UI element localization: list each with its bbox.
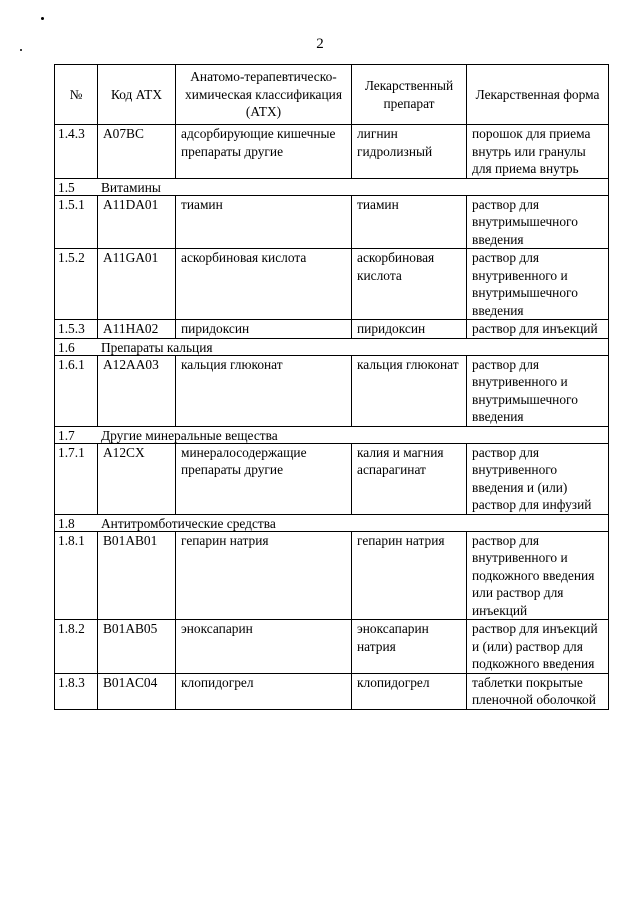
header-form: Лекарственная форма (467, 65, 609, 125)
cell-atx: аскорбиновая кислота (176, 249, 352, 320)
section-num: 1.7 (58, 427, 75, 443)
table-row (55, 531, 609, 620)
cell-atx: гепарин натрия (176, 531, 352, 620)
section-cell (55, 426, 609, 443)
cell-form: раствор для внутривенного и внутримышечного введения (467, 355, 609, 426)
cell-code: B01AB01 (98, 531, 176, 620)
scan-speck (41, 17, 44, 20)
section-cell (55, 514, 609, 531)
cell-drug: гепарин натрия (352, 531, 467, 620)
cell-atx: кальция глюконат (176, 355, 352, 426)
cell-atx: адсорбирующие кишечные препараты другие (176, 125, 352, 179)
section-row (55, 338, 609, 355)
cell-code: A11GA01 (98, 249, 176, 320)
header-atx: Анатомо-терапевтическо-химическая классификация (АТХ) (176, 65, 352, 125)
cell-drug: кальция глюконат (352, 355, 467, 426)
cell-num: 1.8.3 (55, 673, 98, 709)
cell-code: A11HA02 (98, 320, 176, 339)
section-title: Антитромботические средства (101, 515, 276, 531)
cell-drug: пиридоксин (352, 320, 467, 339)
header-code: Код АТХ (98, 65, 176, 125)
section-num: 1.6 (58, 339, 75, 355)
table-row (55, 673, 609, 709)
cell-drug: аскорбиновая кислота (352, 249, 467, 320)
page-number: 2 (316, 36, 324, 52)
section-title: Другие минеральные вещества (101, 427, 278, 443)
cell-form: раствор для внутривенного и подкожного введения или раствор для инъекций (467, 531, 609, 620)
cell-code: B01AB05 (98, 620, 176, 674)
cell-form: раствор для внутривенного введения и (или) раствор для инфузий (467, 443, 609, 514)
table-row (55, 355, 609, 426)
cell-drug: эноксапарин натрия (352, 620, 467, 674)
table-row (55, 620, 609, 674)
cell-atx: эноксапарин (176, 620, 352, 674)
table-row (55, 320, 609, 339)
header-drug: Лекарственный препарат (352, 65, 467, 125)
cell-atx: тиамин (176, 195, 352, 249)
table-row (55, 249, 609, 320)
cell-num: 1.8.1 (55, 531, 98, 620)
section-num: 1.5 (58, 179, 75, 195)
section-title: Препараты кальция (101, 339, 213, 355)
section-row (55, 514, 609, 531)
section-cell (55, 178, 609, 195)
cell-num: 1.5.1 (55, 195, 98, 249)
cell-num: 1.7.1 (55, 443, 98, 514)
cell-num: 1.8.2 (55, 620, 98, 674)
section-title: Витамины (101, 179, 161, 195)
cell-num: 1.5.2 (55, 249, 98, 320)
table-row (55, 443, 609, 514)
cell-num: 1.5.3 (55, 320, 98, 339)
cell-code: B01AC04 (98, 673, 176, 709)
cell-form: раствор для инъекций и (или) раствор для подкожного введения (467, 620, 609, 674)
cell-drug: калия и магния аспарагинат (352, 443, 467, 514)
section-cell (55, 338, 609, 355)
cell-num: 1.6.1 (55, 355, 98, 426)
cell-code: A12AA03 (98, 355, 176, 426)
cell-drug: клопидогрел (352, 673, 467, 709)
cell-form: раствор для внутривенного и внутримышечного введения (467, 249, 609, 320)
atx-table (54, 64, 609, 710)
cell-form: таблетки покрытые пленочной оболочкой (467, 673, 609, 709)
cell-atx: клопидогрел (176, 673, 352, 709)
table-header-row (55, 65, 609, 125)
cell-drug: тиамин (352, 195, 467, 249)
cell-code: A11DA01 (98, 195, 176, 249)
section-row (55, 178, 609, 195)
table-row (55, 195, 609, 249)
cell-form: раствор для внутримышечного введения (467, 195, 609, 249)
header-num: № (55, 65, 98, 125)
cell-num: 1.4.3 (55, 125, 98, 179)
table-row (55, 125, 609, 179)
cell-form: порошок для приема внутрь или гранулы для приема внутрь (467, 125, 609, 179)
cell-form: раствор для инъекций (467, 320, 609, 339)
section-row (55, 426, 609, 443)
cell-atx: минералосодержащие препараты другие (176, 443, 352, 514)
section-num: 1.8 (58, 515, 75, 531)
cell-code: A12CX (98, 443, 176, 514)
cell-atx: пиридоксин (176, 320, 352, 339)
cell-code: A07BC (98, 125, 176, 179)
cell-drug: лигнин гидролизный (352, 125, 467, 179)
